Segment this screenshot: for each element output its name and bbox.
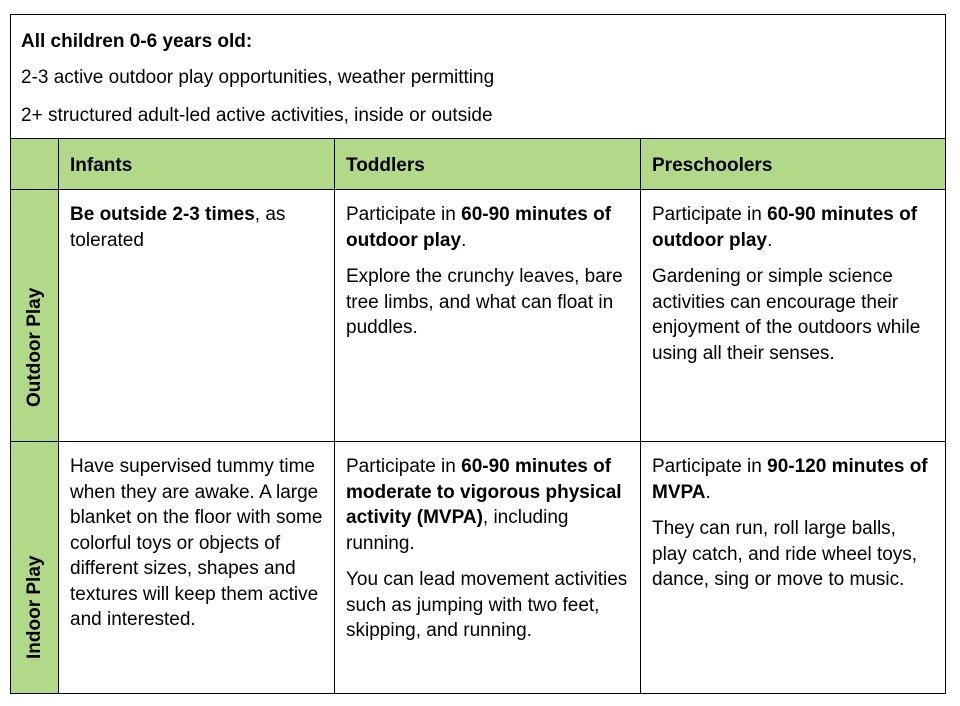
age-group-grid bbox=[11, 139, 945, 693]
outdoor-preschoolers-extra: Gardening or simple science activities can encourage their enjoyment of the outdoors while using all their senses. bbox=[652, 266, 921, 364]
indoor-toddlers-pre: Participate in bbox=[346, 456, 462, 477]
intro-line-structured: 2+ structured adult-led active activities, inside or outside bbox=[21, 105, 493, 126]
header-preschoolers bbox=[641, 139, 945, 190]
header-preschoolers-label: Preschoolers bbox=[652, 155, 773, 176]
header-toddlers bbox=[335, 139, 641, 190]
outdoor-preschoolers-bold: 60-90 minutes of outdoor play bbox=[652, 204, 918, 251]
indoor-preschoolers-bold: 90-120 minutes of MVPA bbox=[652, 456, 928, 503]
cell-indoor-toddlers bbox=[335, 442, 641, 693]
row-label-indoor-play bbox=[11, 442, 59, 693]
outdoor-infants-rest: , as tolerated bbox=[70, 204, 286, 251]
indoor-preschoolers-pre: Participate in bbox=[652, 456, 768, 477]
outdoor-toddlers-pre: Participate in bbox=[346, 204, 462, 225]
outdoor-infants-bold: Be outside 2-3 times bbox=[70, 204, 255, 225]
cell-outdoor-preschoolers bbox=[641, 190, 945, 442]
cell-outdoor-toddlers bbox=[335, 190, 641, 442]
indoor-toddlers-bold: 60-90 minutes of moderate to vigorous physical activity (MVPA) bbox=[346, 456, 622, 528]
cell-indoor-infants bbox=[59, 442, 335, 693]
row-label-outdoor-play bbox=[11, 190, 59, 442]
intro-title: All children 0-6 years old: bbox=[21, 31, 253, 52]
row-label-indoor-play-text: Indoor Play bbox=[23, 555, 45, 659]
header-infants-label: Infants bbox=[70, 155, 133, 176]
activity-guidelines-table bbox=[10, 14, 946, 694]
outdoor-preschoolers-pre: Participate in bbox=[652, 204, 768, 225]
indoor-infants-text: Have supervised tummy time when they are awake. A large blanket on the floor with some colorful toys or objects of different sizes, shapes and textures will keep them active and interested. bbox=[70, 456, 323, 630]
row-label-outdoor-play-text: Outdoor Play bbox=[23, 287, 45, 407]
outdoor-preschoolers-post: . bbox=[767, 229, 773, 251]
header-corner bbox=[11, 139, 59, 190]
intro-section bbox=[11, 15, 945, 139]
intro-line-outdoor: 2-3 active outdoor play opportunities, weather permitting bbox=[21, 67, 495, 88]
outdoor-toddlers-post: . bbox=[461, 229, 467, 251]
indoor-toddlers-extra: You can lead movement activities such as jumping with two feet, skipping, and running. bbox=[346, 569, 628, 641]
outdoor-toddlers-extra: Explore the crunchy leaves, bare tree limbs, and what can float in puddles. bbox=[346, 266, 623, 338]
cell-indoor-preschoolers bbox=[641, 442, 945, 693]
cell-outdoor-infants bbox=[59, 190, 335, 442]
header-toddlers-label: Toddlers bbox=[346, 155, 425, 176]
header-infants bbox=[59, 139, 335, 190]
outdoor-toddlers-bold: 60-90 minutes of outdoor play bbox=[346, 204, 612, 251]
indoor-toddlers-post: , including running. bbox=[346, 507, 569, 554]
indoor-preschoolers-extra: They can run, roll large balls, play catch, and ride wheel toys, dance, sing or move to music. bbox=[652, 518, 918, 590]
indoor-preschoolers-post: . bbox=[705, 481, 711, 503]
